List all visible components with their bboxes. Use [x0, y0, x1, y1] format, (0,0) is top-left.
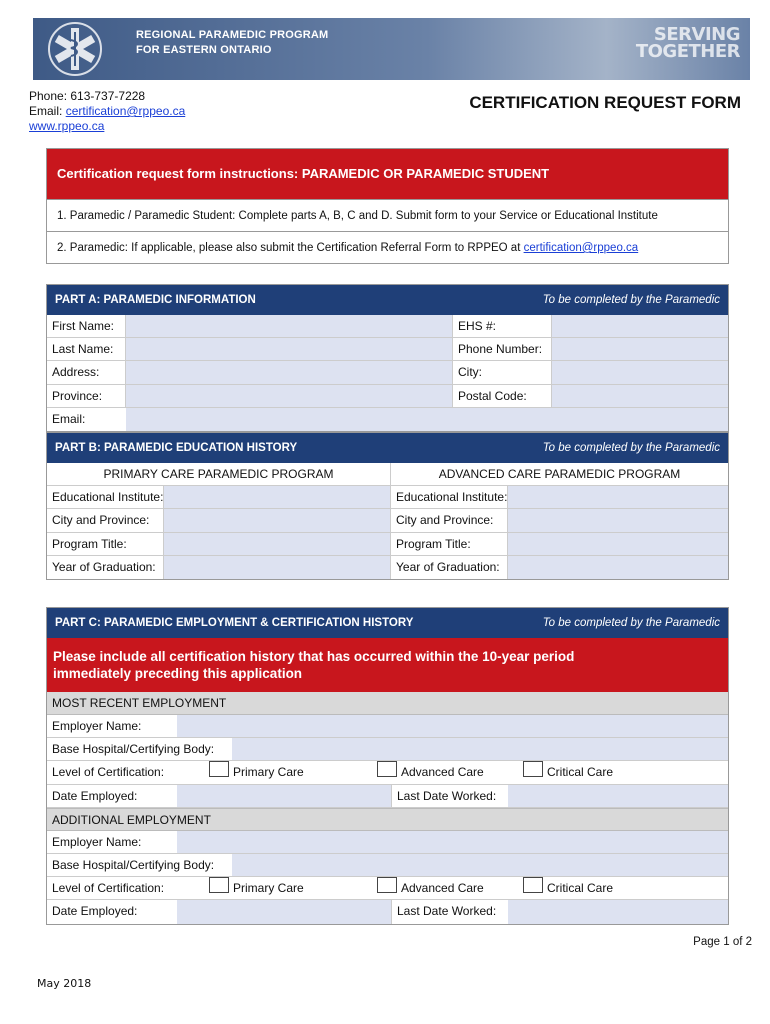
header-banner	[33, 18, 750, 80]
acp-city-label: City and Province:	[391, 509, 508, 532]
website-link[interactable]: www.rppeo.ca	[29, 119, 105, 133]
additional-last-date-field[interactable]	[508, 900, 728, 923]
additional-employer-row: Employer Name:	[47, 831, 728, 854]
part-c-header: PART C: PARAMEDIC EMPLOYMENT & CERTIFICATION HISTORY To be completed by the Paramedic	[47, 608, 728, 638]
pcp-city-field[interactable]	[164, 509, 391, 532]
recent-date-employed-field[interactable]	[177, 785, 391, 807]
email-link[interactable]: certification@rppeo.ca	[65, 104, 186, 118]
part-c-section	[46, 607, 729, 925]
recent-base-hospital-row: Base Hospital/Certifying Body:	[47, 738, 728, 761]
city-field[interactable]	[552, 361, 728, 384]
part-a-header: PART A: PARAMEDIC INFORMATION To be completed by the Paramedic	[47, 285, 728, 315]
postal-code-label: Postal Code:	[453, 385, 552, 408]
recent-employer-row: Employer Name:	[47, 715, 728, 738]
instruction-item-2: 2. Paramedic: If applicable, please also submit the Certification Referral Form to RPPEO at certification@rppeo.ca	[47, 231, 728, 263]
pcp-year-label: Year of Graduation:	[47, 556, 164, 579]
phone-text: Phone: 613-737-7228	[29, 89, 146, 103]
email-row	[47, 408, 728, 431]
recent-dates-row: Date Employed: Last Date Worked:	[47, 785, 728, 808]
additional-critical-care-checkbox[interactable]	[523, 877, 543, 893]
page-title: CERTIFICATION REQUEST FORM	[469, 93, 741, 112]
address-field[interactable]	[126, 361, 453, 384]
address-label: Address:	[47, 361, 126, 384]
acp-institute-label: Educational Institute:	[391, 486, 508, 509]
part-a-section	[46, 284, 729, 432]
recent-critical-care-checkbox[interactable]	[523, 761, 543, 777]
acp-institute-field[interactable]	[508, 486, 728, 509]
postal-code-field[interactable]	[552, 385, 728, 408]
acp-city-field[interactable]	[508, 509, 728, 532]
additional-base-hospital-field[interactable]	[232, 854, 728, 876]
most-recent-employment-heading: MOST RECENT EMPLOYMENT	[47, 692, 728, 715]
acp-year-label: Year of Graduation:	[391, 556, 508, 579]
recent-primary-care-checkbox[interactable]	[209, 761, 229, 777]
recent-advanced-care-checkbox[interactable]	[377, 761, 397, 777]
ehs-field[interactable]	[552, 315, 728, 338]
additional-dates-row: Date Employed: Last Date Worked:	[47, 900, 728, 923]
additional-base-hospital-row: Base Hospital/Certifying Body:	[47, 854, 728, 877]
pcp-institute-label: Educational Institute:	[47, 486, 164, 509]
pcp-institute-field[interactable]	[164, 486, 391, 509]
recent-last-date-field[interactable]	[508, 785, 728, 807]
additional-advanced-care-checkbox[interactable]	[377, 877, 397, 893]
additional-date-employed-field[interactable]	[177, 900, 391, 923]
pcp-heading: PRIMARY CARE PARAMEDIC PROGRAM	[47, 463, 391, 486]
additional-primary-care-checkbox[interactable]	[209, 877, 229, 893]
acp-heading: ADVANCED CARE PARAMEDIC PROGRAM	[391, 463, 728, 486]
email-field[interactable]	[126, 408, 728, 431]
email-label: Email:	[29, 104, 66, 118]
tagline: SERVING TOGETHER	[635, 24, 740, 62]
instruction-item-1: 1. Paramedic / Paramedic Student: Complete parts A, B, C and D. Submit form to your Service or Educational Institute	[47, 199, 728, 231]
recent-level-row: Level of Certification: Primary Care Advanced Care Critical Care	[47, 761, 728, 784]
email-field-label: Email:	[52, 411, 86, 426]
city-label: City:	[453, 361, 552, 384]
footer-date: May 2018	[37, 977, 92, 990]
phone-number-label: Phone Number:	[453, 338, 552, 361]
province-field[interactable]	[126, 385, 453, 408]
recent-base-hospital-field[interactable]	[232, 738, 728, 760]
ehs-label: EHS #:	[453, 315, 552, 338]
additional-employment-heading: ADDITIONAL EMPLOYMENT	[47, 808, 728, 831]
organization-name: REGIONAL PARAMEDIC PROGRAM FOR EASTERN ONTARIO	[136, 29, 329, 56]
province-label: Province:	[47, 385, 126, 408]
instructions-heading: Certification request form instructions: PARAMEDIC OR PARAMEDIC STUDENT	[47, 149, 728, 199]
part-b-header: PART B: PARAMEDIC EDUCATION HISTORY To be completed by the Paramedic	[47, 433, 728, 463]
acp-program-field[interactable]	[508, 533, 728, 556]
certification-history-alert: Please include all certification history that has occurred within the 10-year period immediately preceding this application	[47, 638, 728, 692]
referral-email-link[interactable]: certification@rppeo.ca	[523, 242, 639, 254]
additional-employer-field[interactable]	[177, 831, 728, 853]
last-name-label: Last Name:	[47, 338, 126, 361]
additional-level-row: Level of Certification: Primary Care Advanced Care Critical Care	[47, 877, 728, 900]
page-number: Page 1 of 2	[693, 936, 752, 948]
pcp-city-label: City and Province:	[47, 509, 164, 532]
acp-program-label: Program Title:	[391, 533, 508, 556]
first-name-label: First Name:	[47, 315, 126, 338]
first-name-field[interactable]	[126, 315, 453, 338]
pcp-program-label: Program Title:	[47, 533, 164, 556]
star-of-life-logo	[47, 20, 103, 78]
phone-number-field[interactable]	[552, 338, 728, 361]
instructions-box	[46, 148, 729, 264]
last-name-field[interactable]	[126, 338, 453, 361]
pcp-program-field[interactable]	[164, 533, 391, 556]
recent-employer-field[interactable]	[177, 715, 728, 737]
part-b-section	[46, 432, 729, 580]
contact-block	[29, 89, 185, 134]
acp-year-field[interactable]	[508, 556, 728, 579]
pcp-year-field[interactable]	[164, 556, 391, 579]
